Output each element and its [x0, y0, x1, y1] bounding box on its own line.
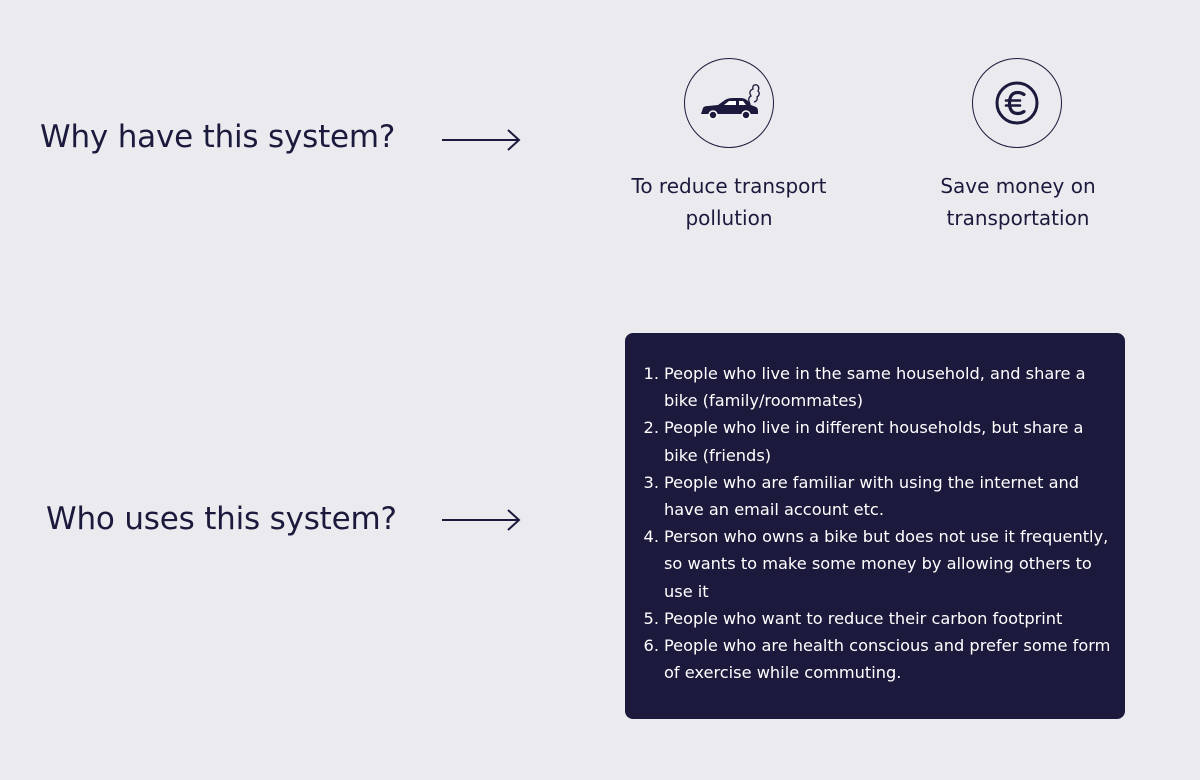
- users-panel: [625, 333, 1125, 719]
- list-number: 4.: [643, 527, 659, 547]
- list-number: 5.: [643, 608, 659, 628]
- list-number: 6.: [643, 636, 659, 656]
- arrow-right-icon: [441, 508, 521, 532]
- list-number: 2.: [643, 418, 659, 438]
- euro-coin-icon: [972, 58, 1062, 148]
- list-item: [625, 523, 1113, 605]
- list-item: [625, 632, 1113, 686]
- list-item: [625, 605, 1113, 632]
- arrow-right-icon: [441, 128, 521, 152]
- list-item: [625, 360, 1113, 414]
- list-number: 1.: [643, 364, 659, 383]
- list-number: 3.: [643, 472, 659, 492]
- list-item: [625, 469, 1113, 523]
- who-question: Who uses this system?: [46, 501, 397, 537]
- list-item-text: People who are familiar with using the internet and have an email account etc.: [664, 472, 1080, 520]
- list-item-text: Person who owns a bike but does not use it frequently, so wants to make some money by allowing others to use it: [664, 527, 1109, 601]
- users-list: [625, 360, 1113, 686]
- list-item: [625, 414, 1113, 468]
- list-item-text: People who live in different households, but share a bike (friends): [664, 418, 1084, 465]
- list-item-text: People who live in the same household, and share a bike (family/roommates): [664, 364, 1086, 411]
- car-exhaust-icon: [684, 58, 774, 148]
- why-question: Why have this system?: [40, 119, 396, 155]
- reduce-pollution-caption: To reduce transport pollution: [631, 174, 827, 230]
- list-item-text: People who are health conscious and prefer some form of exercise while commuting.: [664, 636, 1111, 683]
- save-money-caption: Save money on transportation: [940, 174, 1096, 230]
- list-item-text: People who want to reduce their carbon footprint: [664, 608, 1063, 628]
